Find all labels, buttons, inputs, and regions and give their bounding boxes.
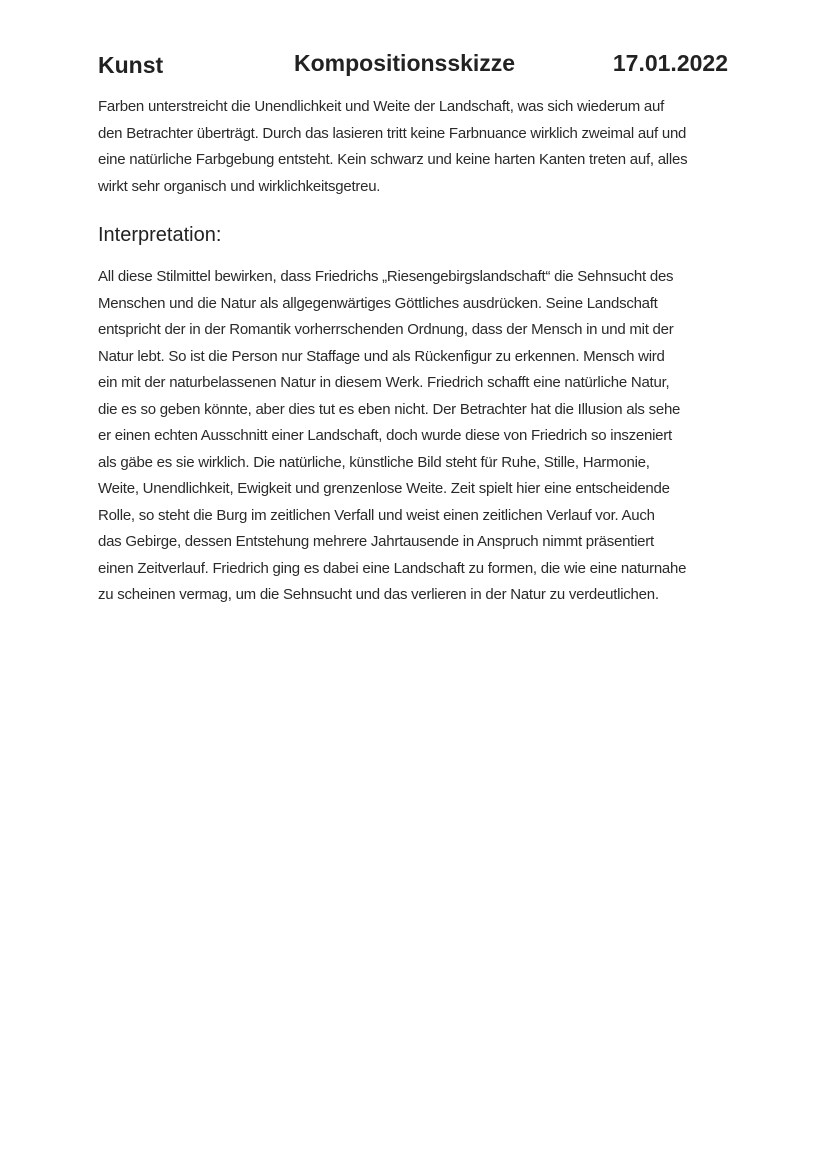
page-header	[98, 50, 728, 84]
paragraph-line: Rolle, so steht die Burg im zeitlichen Verfall und weist einen zeitlichen Verlauf vor. Auch	[98, 506, 655, 524]
paragraph-line: entspricht der in der Romantik vorherrschenden Ordnung, dass der Mensch in und mit der	[98, 321, 674, 338]
paragraph-line: Menschen und die Natur als allgegenwärtiges Göttliches ausdrücken. Seine Landschaft	[98, 294, 658, 312]
intro-paragraph	[98, 94, 738, 200]
paragraph-line: Natur lebt. So ist die Person nur Staffage und als Rückenfigur zu erkennen. Mensch wird	[98, 347, 665, 365]
document-title: Kompositionsskizze	[294, 50, 516, 76]
paragraph-line: zu scheinen vermag, um die Sehnsucht und das verlieren in der Natur zu verdeutlichen.	[98, 586, 659, 603]
interpretation-paragraph	[98, 264, 738, 609]
paragraph-line: er einen echten Ausschnitt einer Landschaft, doch wurde diese von Friedrich so inszeniert	[98, 427, 672, 444]
paragraph-line: ein mit der naturbelassenen Natur in diesem Werk. Friedrich schafft eine natürliche Natur,	[98, 374, 670, 391]
paragraph-line: All diese Stilmittel bewirken, dass Friedrichs „Riesengebirgslandschaft“ die Sehnsucht des	[98, 268, 674, 285]
paragraph-line: das Gebirge, dessen Entstehung mehrere Jahrtausende in Anspruch nimmt präsentiert	[98, 533, 654, 550]
paragraph-line: wirkt sehr organisch und wirklichkeitsgetreu.	[98, 177, 381, 195]
paragraph-line: die es so geben könnte, aber dies tut es eben nicht. Der Betrachter hat die Illusion als sehe	[98, 400, 681, 418]
paragraph-line: als gäbe es sie wirklich. Die natürliche, künstliche Bild steht für Ruhe, Stille, Harmonie,	[98, 453, 650, 471]
subject-label: Kunst	[98, 52, 164, 78]
paragraph-line: Farben unterstreicht die Unendlichkeit und Weite der Landschaft, was sich wiederum auf	[98, 98, 665, 115]
interpretation-heading: Interpretation:	[98, 224, 222, 246]
paragraph-line: Weite, Unendlichkeit, Ewigkeit und grenzenlose Weite. Zeit spielt hier eine entscheidende	[98, 480, 670, 497]
paragraph-line: einen Zeitverlauf. Friedrich ging es dabei eine Landschaft zu formen, die wie eine naturnahe	[98, 559, 687, 577]
paragraph-line: den Betrachter überträgt. Durch das lasieren tritt keine Farbnuance wirklich zweimal auf und	[98, 124, 687, 142]
document-date: 17.01.2022	[612, 50, 728, 76]
paragraph-line: eine natürliche Farbgebung entsteht. Kein schwarz und keine harten Kanten treten auf, alles	[98, 151, 688, 168]
